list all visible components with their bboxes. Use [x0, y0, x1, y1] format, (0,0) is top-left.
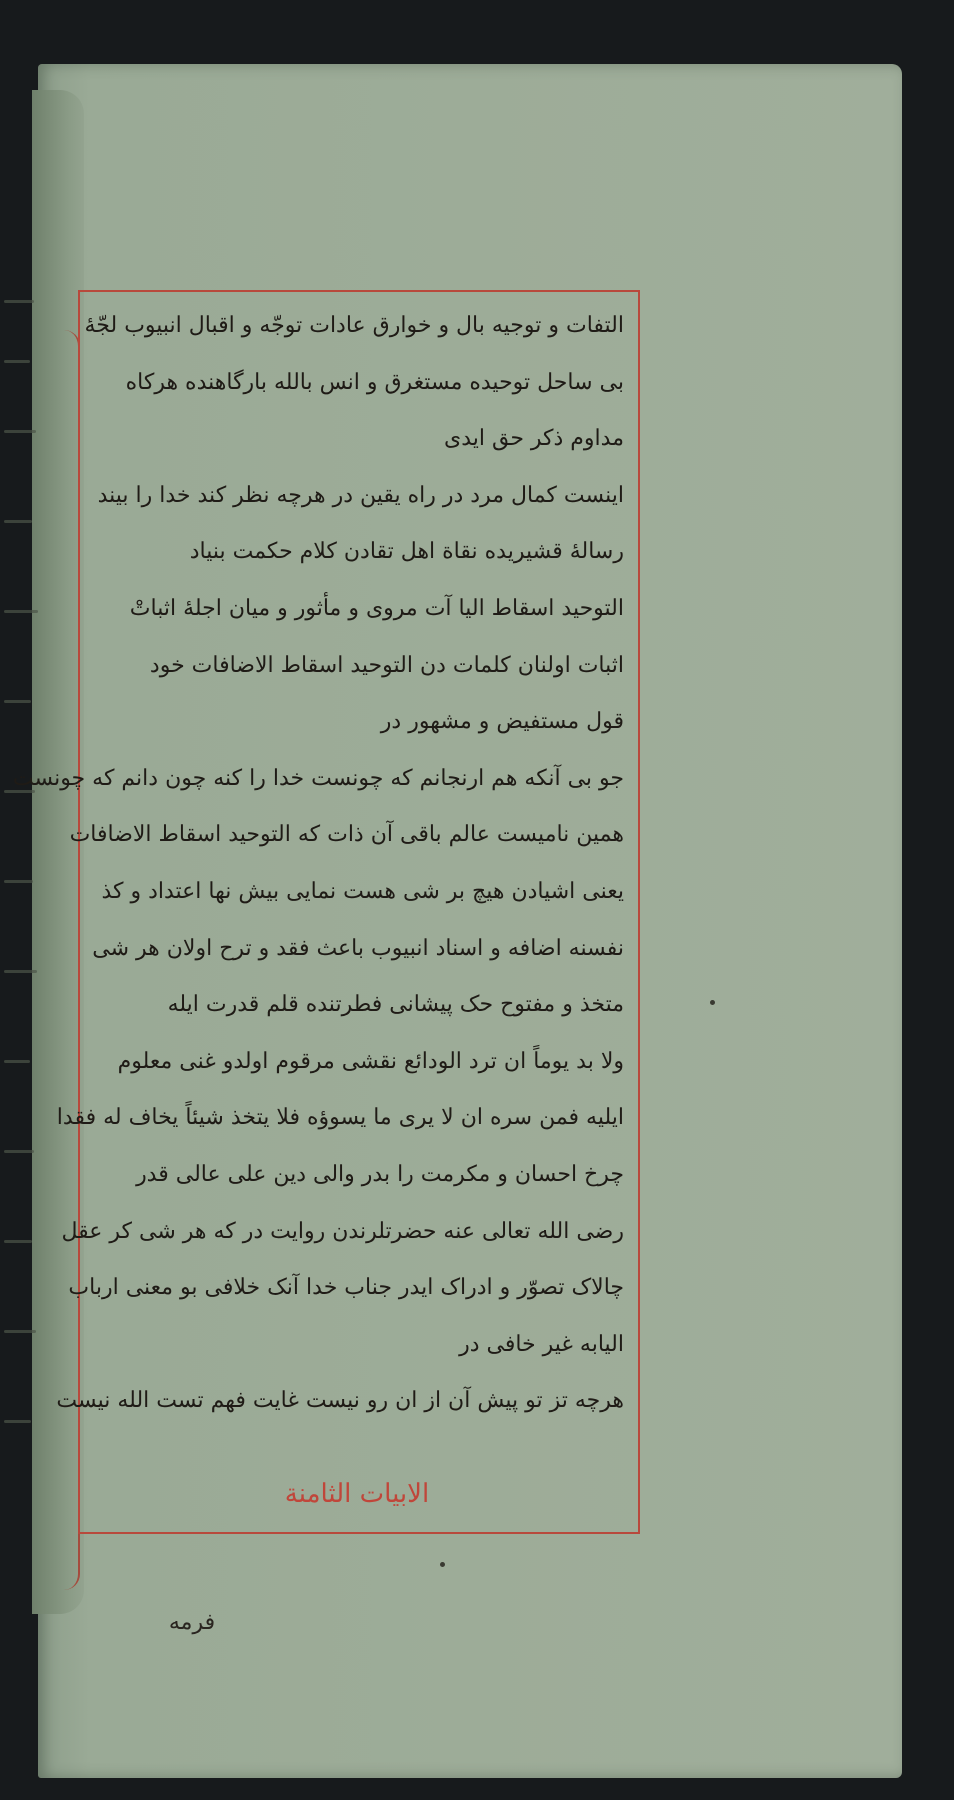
neighbor-text-stroke	[4, 1420, 31, 1423]
text-line: التوحید اسقاط الیا آت مروی و مأثور و میان اجلهٔ اثباتْ	[129, 595, 624, 621]
neighbor-text-stroke	[4, 700, 31, 703]
text-line: رسالهٔ قشیریده نقاة اهل تقادن کلام حکمت بنیاد	[189, 539, 624, 565]
neighbor-text-stroke	[4, 520, 32, 523]
neighbor-text-stroke	[4, 300, 34, 303]
neighbor-text-stroke	[4, 880, 33, 883]
text-line: نفسنه اضافه و اسناد انبیوب باعث فقد و ترح اولان هر شی	[92, 935, 624, 961]
neighbor-text-stroke	[4, 360, 30, 363]
text-line: چالاک تصوّر و ادراک ایدر جناب خدا آنک خلافی بو معنی ارباب	[68, 1275, 624, 1301]
text-line: متخذ و مفتوح حک پیشانی فطرتنده قلم قدرت ایله	[167, 992, 624, 1018]
neighbor-text-stroke	[4, 970, 37, 973]
rubric-heading: الابیات الثامنة	[284, 1479, 430, 1509]
text-line: همین نامیست عالم باقی آن ذات که التوحید اسقاط الاضافات	[69, 822, 624, 848]
catchword: فرمه	[168, 1610, 216, 1635]
neighbor-text-stroke	[4, 610, 38, 613]
text-line: اینست کمال مرد در راه یقین در هرچه نظر کند خدا را بیند	[97, 482, 624, 508]
neighbor-text-stroke	[4, 1330, 36, 1333]
text-line: جو بی آنکه هم ارنجانم که چونست خدا را کنه چون دانم که چونست	[12, 765, 624, 791]
text-line: اثبات اولنان کلمات دن التوحید اسقاط الاضافات خود	[149, 652, 624, 678]
neighbor-text-stroke	[4, 430, 36, 433]
neighbor-text-stroke	[4, 1150, 34, 1153]
text-line: رضی الله تعالی عنه حضرتلرندن روایت در که هر شی کر عقل	[61, 1218, 624, 1244]
neighbor-text-stroke	[4, 1240, 32, 1243]
text-line: التفات و توجيه بال و خوارق عادات توجّه و اقبال انبيوب لجّهٔ	[84, 313, 624, 338]
margin-mark	[440, 1562, 445, 1567]
text-line: ایلیه فمن سره ان لا یری ما یسوؤه فلا یتخذ شیئاً یخاف له فقدا	[56, 1105, 624, 1131]
margin-mark	[710, 1000, 715, 1005]
neighbor-text-stroke	[4, 1060, 30, 1063]
text-line: ولا بد یوماً ان ترد الودائع نقشی مرقوم اولدو غنی معلوم	[117, 1048, 624, 1074]
text-line: هرچه تز تو پیش آن از ان رو نیست غایت فهم تست الله نیست	[56, 1388, 624, 1414]
text-line: الیابه غیر خافی در	[459, 1331, 624, 1357]
text-line: چرخ احسان و مکرمت را بدر والی دین علی عالی قدر	[136, 1161, 624, 1187]
text-line: بی ساحل توحیده مستغرق و انس بالله بارگاهنده هرکاه	[125, 369, 624, 395]
text-line: مداوم ذکر حق ایدی	[443, 426, 624, 452]
text-line: قول مستفیض و مشهور در	[380, 709, 624, 735]
main-text-block	[12, 298, 624, 1430]
text-line: یعنی اشیادن هیچ بر شی هست نمایی بیش نها اعتداد و کذ	[101, 878, 624, 904]
